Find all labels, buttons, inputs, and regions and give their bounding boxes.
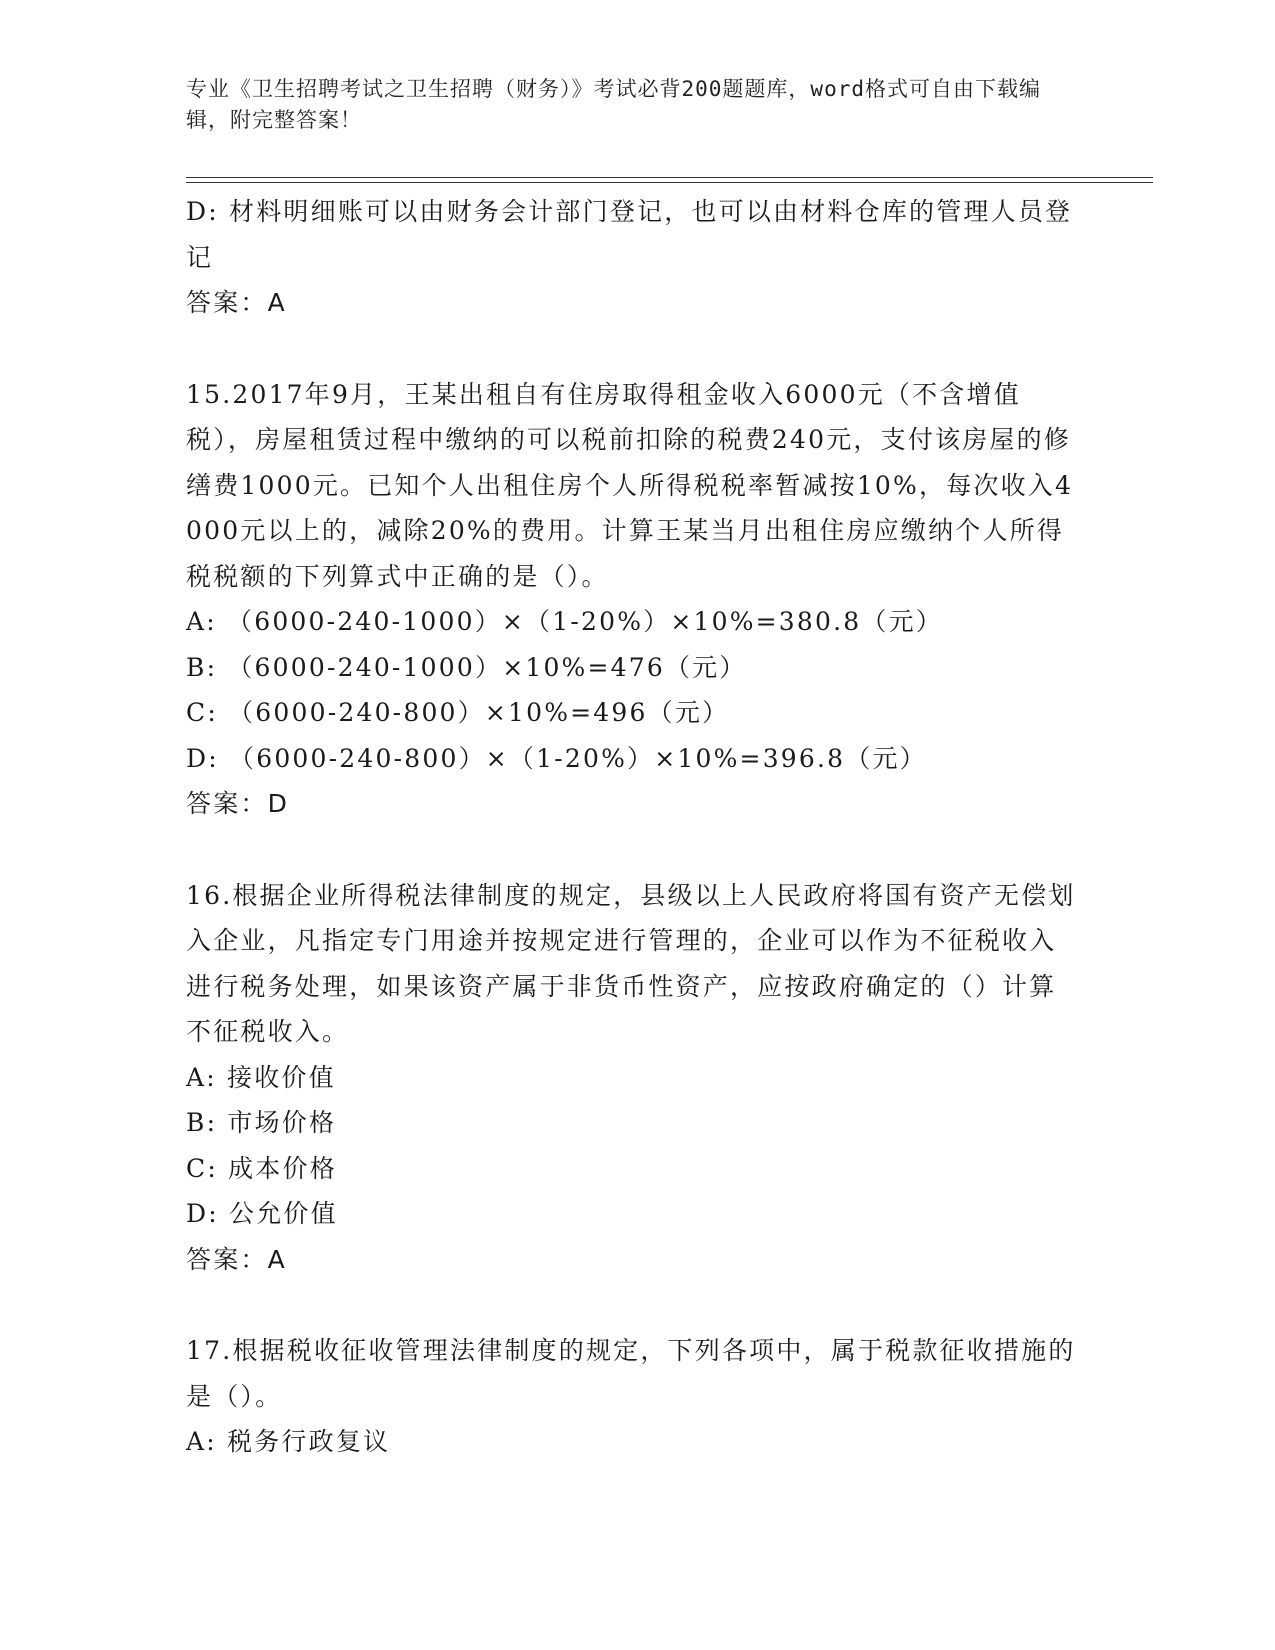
option-a-q17: A: 税务行政复议 <box>186 1427 391 1456</box>
header-rule-bottom <box>186 182 1153 183</box>
page-header-title: 专业《卫生招聘考试之卫生招聘（财务）》考试必背200题题库，word格式可自由下载编辑，附完整答案！ <box>186 77 1041 132</box>
spacer <box>186 827 1081 873</box>
answer-q15: 答案：D <box>186 789 290 818</box>
document-body <box>186 189 1081 1465</box>
question-15-text: 15.2017年9月，王某出租自有住房取得租金收入6000元（不含增值税），房屋租赁过程中缴纳的可以税前扣除的税费240元，支付该房屋的修缮费1000元。已知个人出租住房个人所得税税率暂减按10%，每次收入4000元以上的，减除20%的费用。计算王某当月出租住房应缴纳个人所得税税额的下列算式中正确的是（）。 <box>186 379 1074 591</box>
option-d-q15: D: （6000-240-800）×（1-20%）×10%=396.8（元） <box>186 743 927 773</box>
question-17-text: 17.根据税收征收管理法律制度的规定，下列各项中，属于税款征收措施的是（）。 <box>186 1336 1076 1411</box>
answer-q14: 答案：A <box>186 288 287 317</box>
option-c-q15: C: （6000-240-800）×10%=496（元） <box>186 698 730 727</box>
option-a-q16: A: 接收价值 <box>186 1062 336 1092</box>
question-16-text: 16.根据企业所得税法律制度的规定，县级以上人民政府将国有资产无偿划入企业，凡指定专门用途并按规定进行管理的，企业可以作为不征税收入进行税务处理，如果该资产属于非货币性资产，应按政府确定的（）计算不征税收入。 <box>186 880 1076 1046</box>
option-b-q15: B: （6000-240-1000）×10%=476（元） <box>186 652 747 682</box>
spacer <box>186 326 1081 372</box>
answer-q16: 答案：A <box>186 1244 287 1274</box>
option-b-q16: B: 市场价格 <box>186 1108 337 1137</box>
option-d-q14: D: 材料明细账可以由财务会计部门登记，也可以由材料仓库的管理人员登记 <box>186 197 1073 272</box>
option-d-q16: D: 公允价值 <box>186 1199 338 1228</box>
option-c-q16: C: 成本价格 <box>186 1153 337 1183</box>
header-rule-top <box>186 177 1153 178</box>
spacer <box>186 1282 1081 1328</box>
option-a-q15: A: （6000-240-1000）×（1-20%）×10%=380.8（元） <box>186 607 943 636</box>
